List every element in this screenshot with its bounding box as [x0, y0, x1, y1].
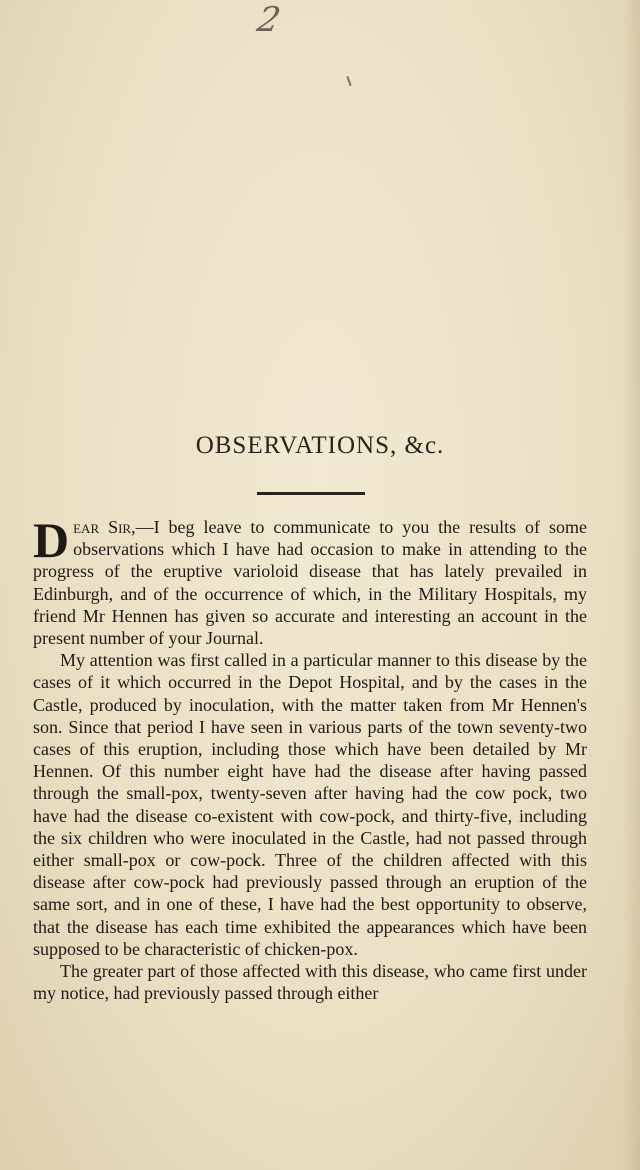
chapter-title: OBSERVATIONS, &c. [195, 432, 445, 459]
handwritten-page-mark: 2 [253, 0, 284, 40]
ink-mark [346, 76, 351, 86]
page-edge-shadow [622, 0, 640, 1170]
opening-paragraph [33, 512, 587, 649]
title-rule [257, 492, 365, 495]
paragraph: The greater part of those affected with this disease, who came first under my notice, had previously passed through either [33, 961, 587, 1004]
salutation-lead: ear Sir [73, 517, 132, 537]
drop-cap: D [33, 512, 70, 568]
body-text [33, 512, 587, 1004]
opening-paragraph-text: ,—I beg leave to communicate to you the results of some observations which I have had occasion to make in attending to the progress of the eruptive varioloid disease that has lately prevailed in Edinburgh, and of the occurrence of which, in the Military Hospitals, my friend Mr Hennen has given so accurate and interesting an account in the present number of your Journal. [33, 517, 587, 649]
paragraph: My attention was first called in a particular manner to this disease by the cases of it which occurred in the Depot Hospital, and by the cases in the Castle, produced by inoculation, with the matter taken from Mr Hennen's son. Since that period I have seen in various parts of the town seventy-two cases of this eruption, including those which have been detailed by Mr Hennen. Of this number eight have had the disease after having passed through the small-pox, twenty-seven after having had the cow pock, two have had the disease co-existent with cow-pock, and thirty-five, including the six children who were inoculated in the Castle, had not passed through either small-pox or cow-pock. Three of the children affected with this disease after cow-pock had previously passed through an eruption of the same sort, and in one of these, I have had the best opportunity to observe, that the disease has each time exhibited the appearances which have been supposed to be characteristic of chicken-pox. [33, 650, 587, 959]
